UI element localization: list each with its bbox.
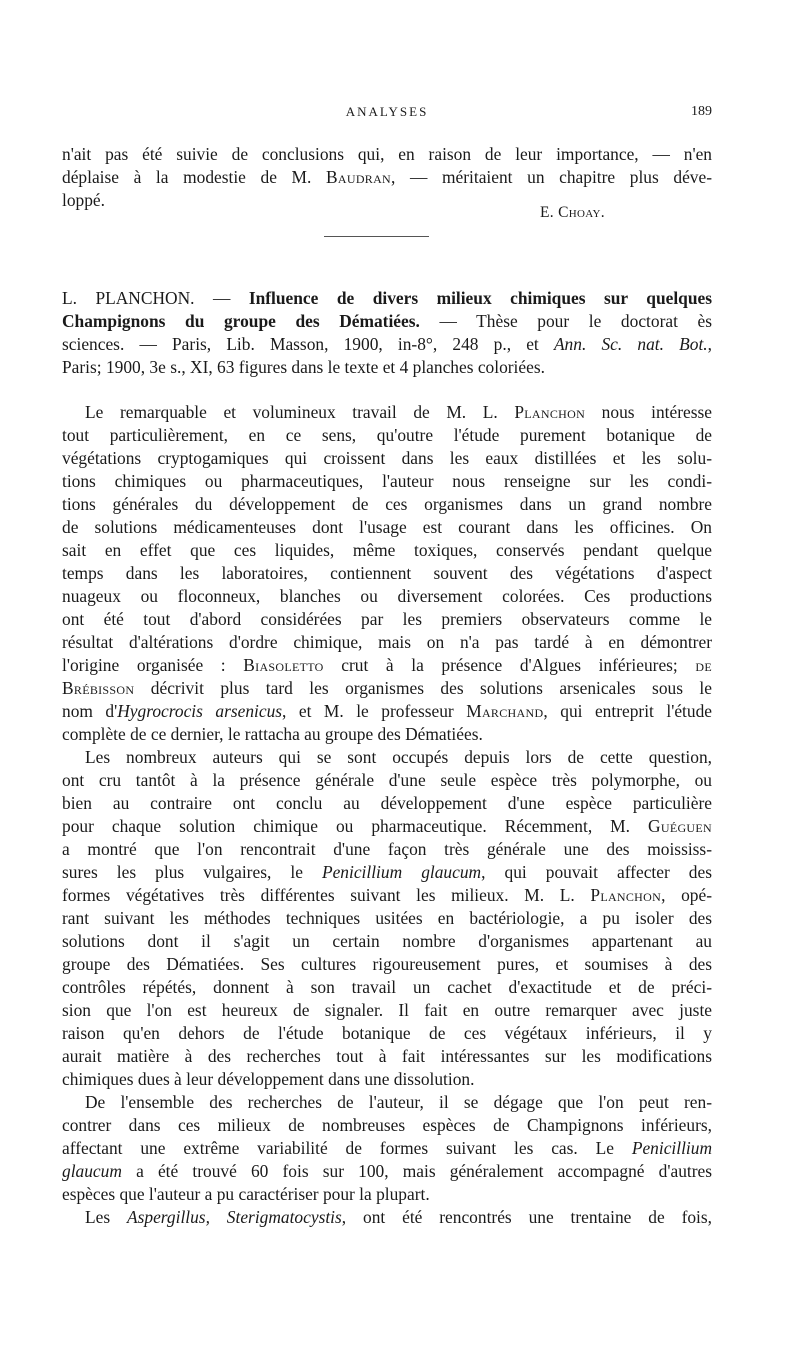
body-line: Brébisson décrivit plus tard les organismes des solutions arsenicales sous le — [62, 678, 712, 698]
citation-line: Champignons du groupe des Dématiées. — Thèse pour le doctorat ès — [62, 311, 713, 331]
species-name: Penicillium glaucum — [321, 862, 482, 882]
body-line: bien au contraire ont conclu au développement d'une espèce particulière — [62, 793, 712, 813]
body-line: espèces que l'auteur a pu caractériser pour la plupart. — [62, 1184, 430, 1204]
body-line: tions générales du développement de ces organismes dans un grand nombre — [62, 494, 712, 514]
signature: E. Choay. — [540, 204, 605, 221]
body-line: solutions dont il s'agit un certain nombre d'organismes appartenant au — [62, 931, 712, 951]
body-line: temps dans les laboratoires, contiennent souvent des végétations d'aspect — [62, 563, 712, 583]
intro-line: déplaise à la modestie de M. Baudran, — méritaient un chapitre plus déve- — [62, 167, 712, 187]
body-line: tout particulièrement, en ce sens, qu'outre l'étude purement botanique de — [62, 425, 712, 445]
body-line: résultat d'altérations d'ordre chimique, mais on n'a pas tardé à en démontrer — [62, 632, 712, 652]
body-line: a montré que l'on rencontrait d'une façon très générale une des moississ- — [62, 839, 712, 859]
body-line: glaucum a été trouvé 60 fois sur 100, mais généralement accompagné d'autres — [62, 1161, 712, 1181]
author-name: Marchand — [466, 701, 544, 721]
body-line: contrôles répétés, donnent à son travail un cachet d'exactitude et de préci- — [62, 977, 712, 997]
author-name: Planchon — [590, 885, 662, 905]
body-line: l'origine organisée : Biasoletto crut à la présence d'Algues inférieures; de — [62, 655, 712, 675]
page-header — [62, 104, 712, 126]
author-name: Biasoletto — [243, 655, 324, 675]
intro-line: loppé. — [62, 190, 105, 210]
citation-title: Champignons du groupe des Dématiées. — [62, 311, 420, 331]
body-line: végétations cryptogamiques qui croissent dans les eaux distillées et les solu- — [62, 448, 712, 468]
body-line: aurait matière à des recherches tout à fait intéressantes sur les modifications — [62, 1046, 712, 1066]
author-name: Brébisson — [62, 678, 135, 698]
citation-line: sciences. — Paris, Lib. Masson, 1900, in-8°, 248 p., et Ann. Sc. nat. Bot., — [62, 334, 712, 354]
body-line: formes végétatives très différentes suivant les milieux. M. L. Planchon, opé- — [62, 885, 712, 905]
body-line: rant suivant les méthodes techniques usitées en bactériologie, a pu isoler des — [62, 908, 712, 928]
body-line: ont été tout d'abord considérées par les premiers observateurs comme le — [62, 609, 712, 629]
body-line: sion que l'on est heureux de signaler. Il fait en outre remarquer avec juste — [62, 1000, 712, 1020]
body-line: pour chaque solution chimique ou pharmaceutique. Récemment, M. Guéguen — [62, 816, 712, 836]
body-line: De l'ensemble des recherches de l'auteur, il se dégage que l'on peut ren- — [85, 1092, 712, 1112]
citation-line: L. PLANCHON. — Influence de divers milieux chimiques sur quelques — [62, 288, 712, 308]
journal-name: Ann. Sc. nat. Bot. — [553, 334, 708, 354]
species-name: Penicillium — [631, 1138, 712, 1158]
species-name: glaucum — [62, 1161, 122, 1181]
body-line: affectant une extrême variabilité de formes suivant les cas. Le Penicillium — [62, 1138, 712, 1158]
body-line: de solutions médicamenteuses dont l'usage est courant dans les officines. On — [62, 517, 712, 537]
citation-line: Paris; 1900, 3e s., XI, 63 figures dans le texte et 4 planches coloriées. — [62, 357, 545, 377]
body-line: complète de ce dernier, le rattacha au groupe des Dématiées. — [62, 724, 483, 744]
author-name: Baudran — [325, 167, 392, 187]
body-line: contrer dans ces milieux de nombreuses espèces de Champignons inférieurs, — [62, 1115, 712, 1135]
citation-title: Influence de divers milieux chimiques sur quelques — [248, 288, 712, 308]
body-line: raison qu'en dehors de l'étude botanique de ces végétaux inférieurs, il y — [62, 1023, 712, 1043]
body-line: Les nombreux auteurs qui se sont occupés depuis lors de cette question, — [85, 747, 712, 767]
author-name: Planchon — [514, 402, 586, 422]
species-name: Hygrocrocis arsenicus — [117, 701, 283, 721]
running-title: ANALYSES — [345, 104, 429, 119]
species-name: Aspergillus, Sterigmatocystis — [127, 1207, 342, 1227]
body-line: groupe des Dématiées. Ses cultures rigoureusement pures, et soumises à des — [62, 954, 712, 974]
body-line: sures les plus vulgaires, le Penicillium glaucum, qui pouvait affecter des — [62, 862, 712, 882]
author-name: Guéguen — [648, 816, 712, 836]
body-line: nuageux ou floconneux, blanches ou diversement colorées. Ces productions — [62, 586, 712, 606]
body-line: chimiques dues à leur développement dans une dissolution. — [62, 1069, 475, 1089]
body-line: Le remarquable et volumineux travail de M. L. Planchon nous intéresse — [85, 402, 712, 422]
page-number: 189 — [691, 104, 712, 119]
body-line: nom d'Hygrocrocis arsenicus, et M. le professeur Marchand, qui entreprit l'étude — [62, 701, 712, 721]
section-divider — [324, 236, 429, 237]
body-line: ont cru tantôt à la présence générale d'une seule espèce très polymorphe, ou — [62, 770, 712, 790]
intro-line: n'ait pas été suivie de conclusions qui, en raison de leur importance, — n'en — [62, 144, 712, 164]
body-line: sait en effet que ces liquides, même toxiques, conservés pendant quelque — [62, 540, 712, 560]
body-line: Les Aspergillus, Sterigmatocystis, ont été rencontrés une trentaine de fois, — [85, 1207, 712, 1227]
body-line: tions chimiques ou pharmaceutiques, l'auteur nous renseigne sur les condi- — [62, 471, 712, 491]
